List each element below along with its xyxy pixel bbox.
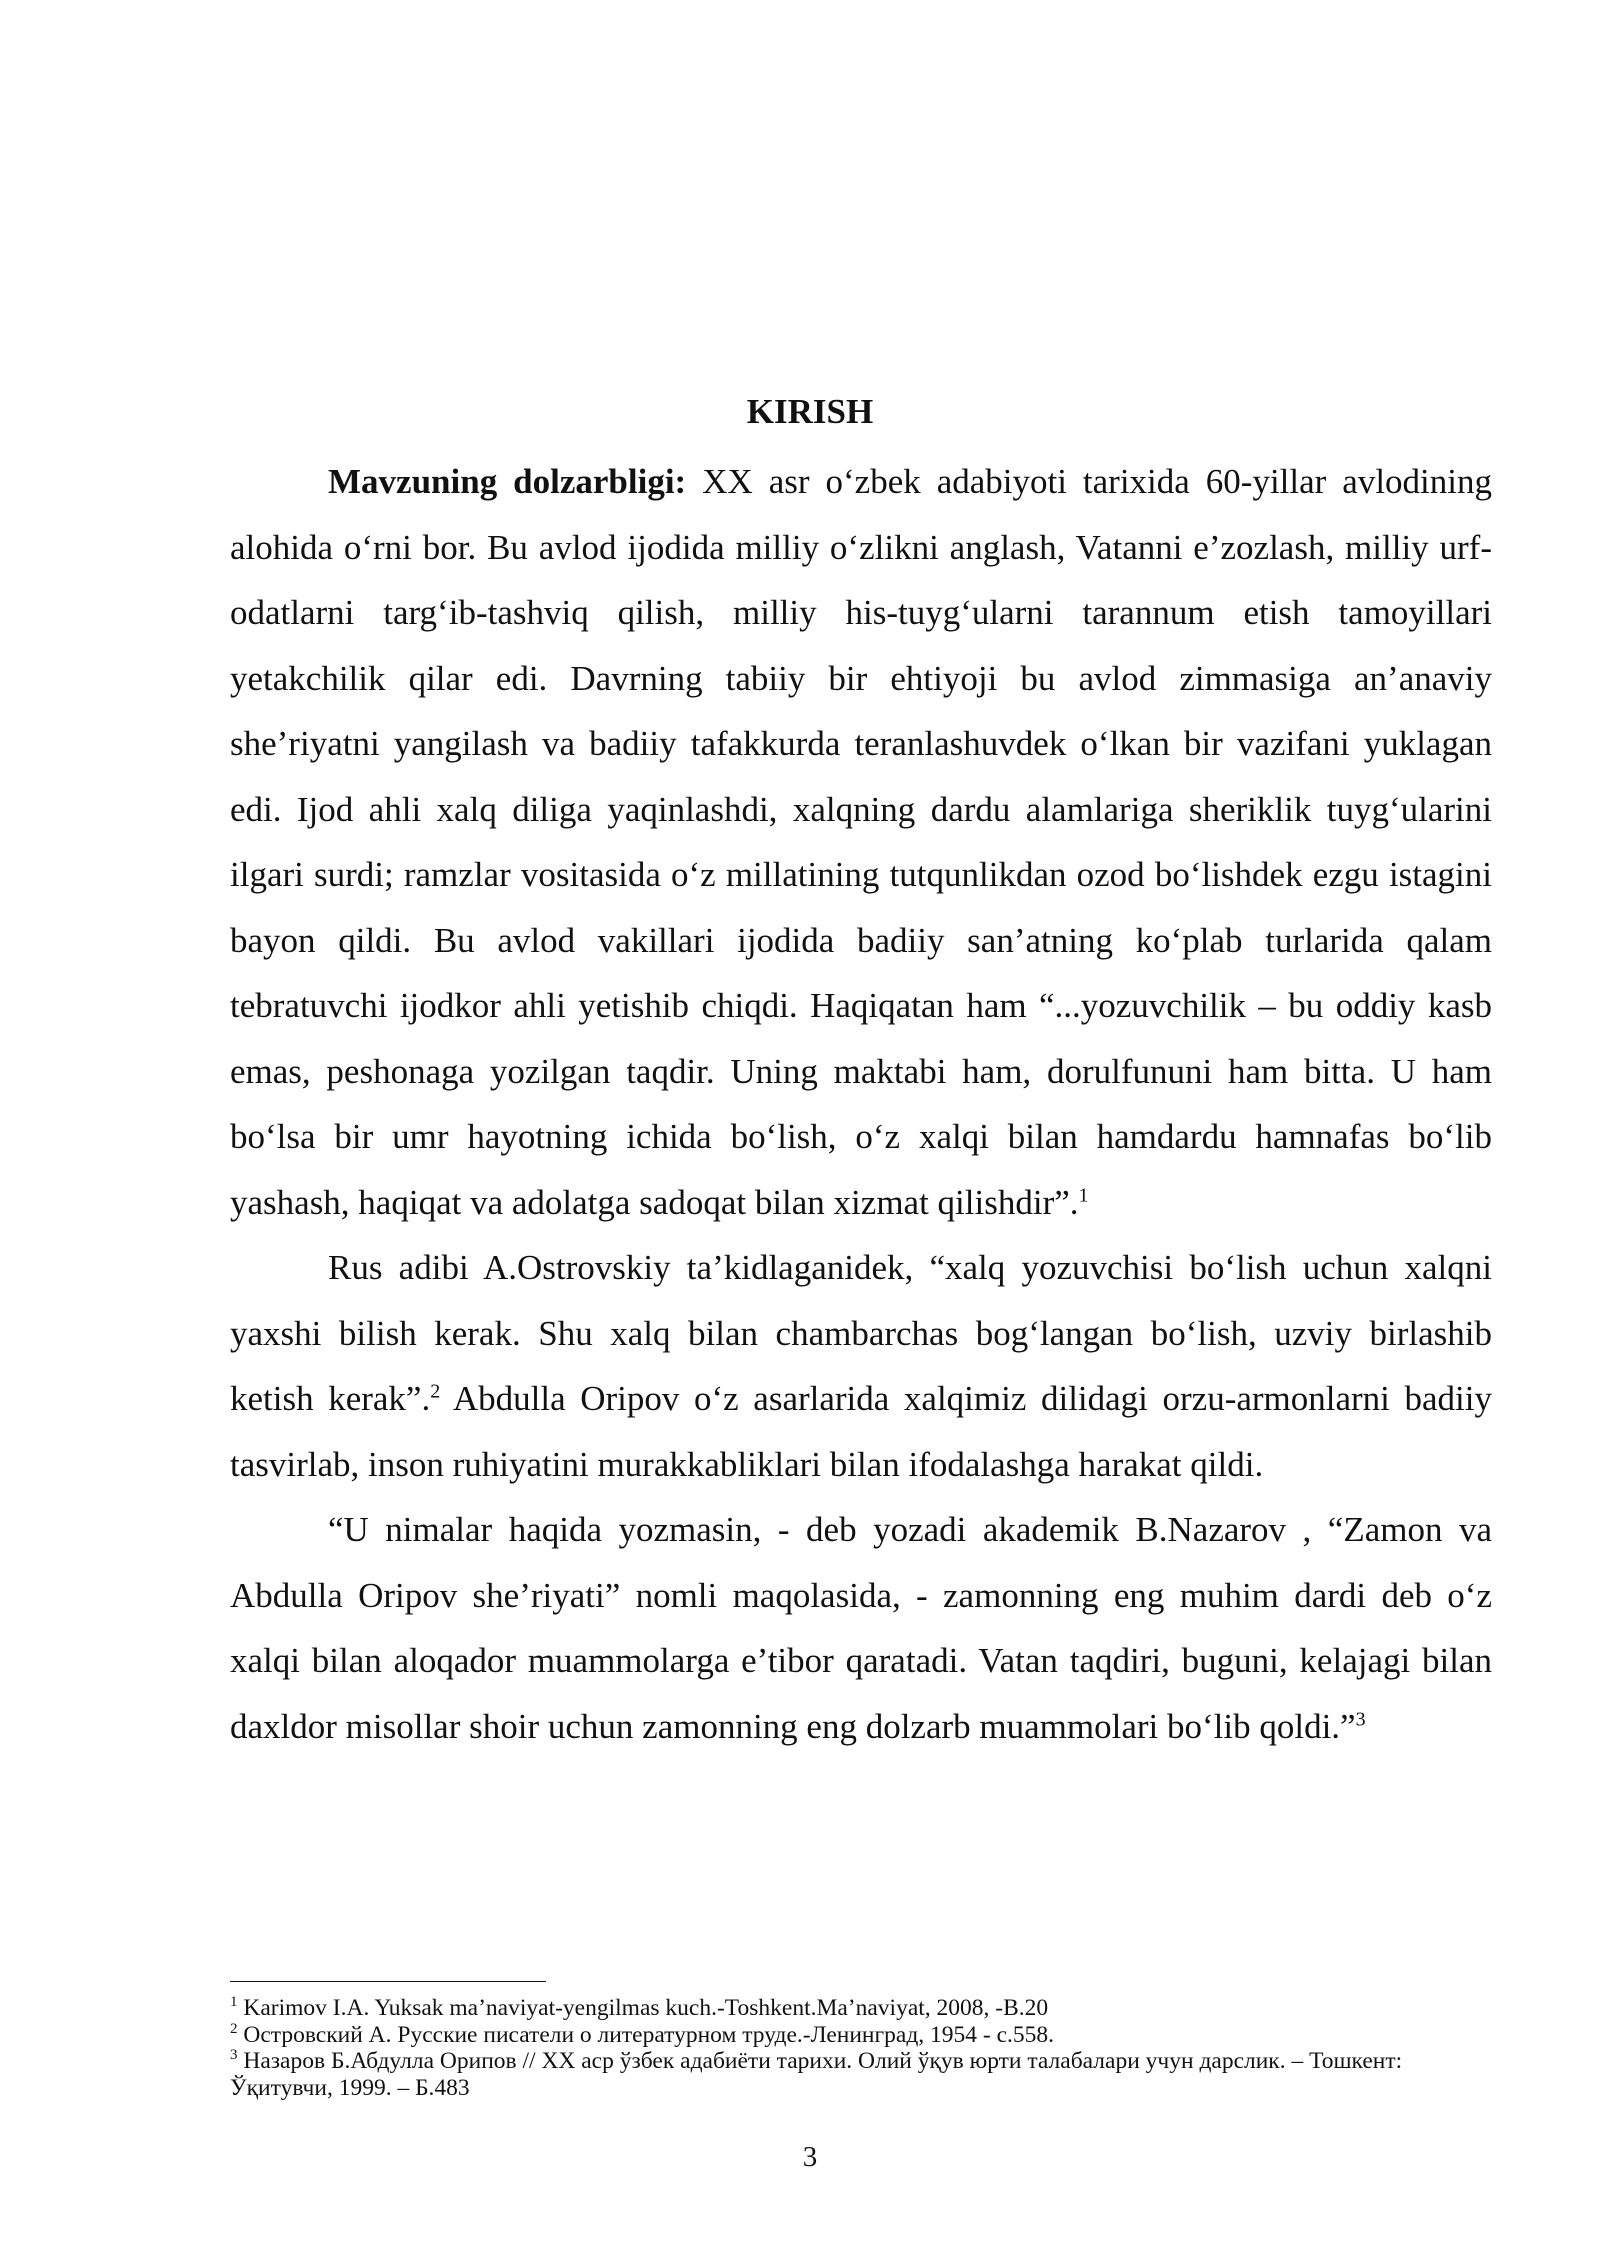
paragraph-text: XX asr o‘zbek adabiyoti tarixida 60-yillar avlodining alohida o‘rni bor. Bu avlod ijodida milliy o‘zlikni anglash, Vatanni e’zozlash, milliy urf-odatlarni targ‘ib-tashviq qilish, milliy his-tuyg‘ularni tarannum etish tamoyillari yetakchilik qilar edi. Davrning tabiiy bir ehtiyoji bu avlod zimmasiga an’anaviy she’riyatni yangilash va badiiy tafakkurda teranlashuvdek o‘lkan bir vazifani yuklagan edi. Ijod ahli xalq diliga yaqinlashdi, xalqning dardu alamlariga sheriklik tuyg‘ularini ilgari surdi; ramzlar vositasida o‘z millatining tutqunlikdan ozod bo‘lishdek ezgu istagini bayon qildi. Bu avlod vakillari ijodida badiiy san’atning ko‘plab turlarida qalam tebratuvchi ijodkor ahli yetishib chiqdi. Haqiqatan ham “...yozuvchilik – bu oddiy kasb emas, peshonaga yozilgan taqdir. Uning maktabi ham, dorulfununi ham bitta. U ham bo‘lsa bir umr hayotning ichida bo‘lish, o‘z xalqi bilan hamdardu hamnafas bo‘lib yashash, haqiqat va adolatga sadoqat bilan xizmat qilishdir”. [230,462,1492,1222]
footnotes [230,1995,1492,2101]
footnote-item [230,2048,1492,2101]
page-title: KIRISH [746,392,874,431]
page-number: 3 [802,2141,818,2173]
paragraph-text: “U nimalar haqida yozmasin, - deb yozadi akademik B.Nazarov , “Zamon va Abdulla Oripov she’riyati” nomli maqolasida, - zamonning eng muhim dardi deb o‘z xalqi bilan aloqador muammolarga e’tibor qaratadi. Vatan taqdiri, buguni, kelajagi bilan daxldor misollar shoir uchun zamonning eng dolzarb muammolari bo‘lib qoldi.” [230,1510,1492,1746]
body-text [230,449,1492,1759]
footnote-number: 1 [230,1994,238,2011]
paragraph-relevance [230,449,1492,1235]
footnote-ref[interactable]: 3 [1355,1707,1366,1730]
footnote-text: Karimov I.A. Yuksak ma’naviyat-yengilmas kuch.-Toshkent.Ma’naviyat, 2008, -B.20 [237,1995,1049,2021]
paragraph-text: Abdulla Oripov o‘z asarlarida xalqimiz dilidagi orzu-armonlarni badiiy tasvirlab, inson ruhiyatini murakkabliklari bilan ifodalashga harakat qildi. [230,1379,1492,1484]
footnote-ref[interactable]: 2 [430,1380,441,1403]
footnote-number: 2 [230,2020,238,2037]
paragraph-lead-heading: Mavzuning dolzarbligi: [328,462,687,501]
footnote-text: Назаров Б.Абдулла Орипов // ХХ аср ўзбек адабиёти тарихи. Олий ўқув юрти талабалари учун дарслик. – Тошкент: Ўқитувчи, 1999. – Б.483 [230,2048,1403,2101]
paragraph-nazarov-quote [230,1497,1492,1759]
paragraph-ostrovsky [230,1235,1492,1497]
footnote-ref[interactable]: 1 [1078,1183,1089,1206]
footnote-number: 3 [230,2047,238,2064]
footnote-text: Островский А. Русские писатели о литературном труде.-Ленинград, 1954 - с.558. [237,2021,1055,2048]
paragraph-text: Rus adibi A.Ostrovskiy ta’kidlaganidek, “xalq yozuvchisi bo‘lish uchun xalqni yaxshi bilish kerak. Shu xalq bilan chambarchas bog‘langan bo‘lish, uzviy birlashib ketish kerak”. [230,1248,1492,1418]
footnote-item [230,2022,1492,2049]
footnote-separator [230,1981,546,1982]
footnote-item [230,1995,1492,2022]
